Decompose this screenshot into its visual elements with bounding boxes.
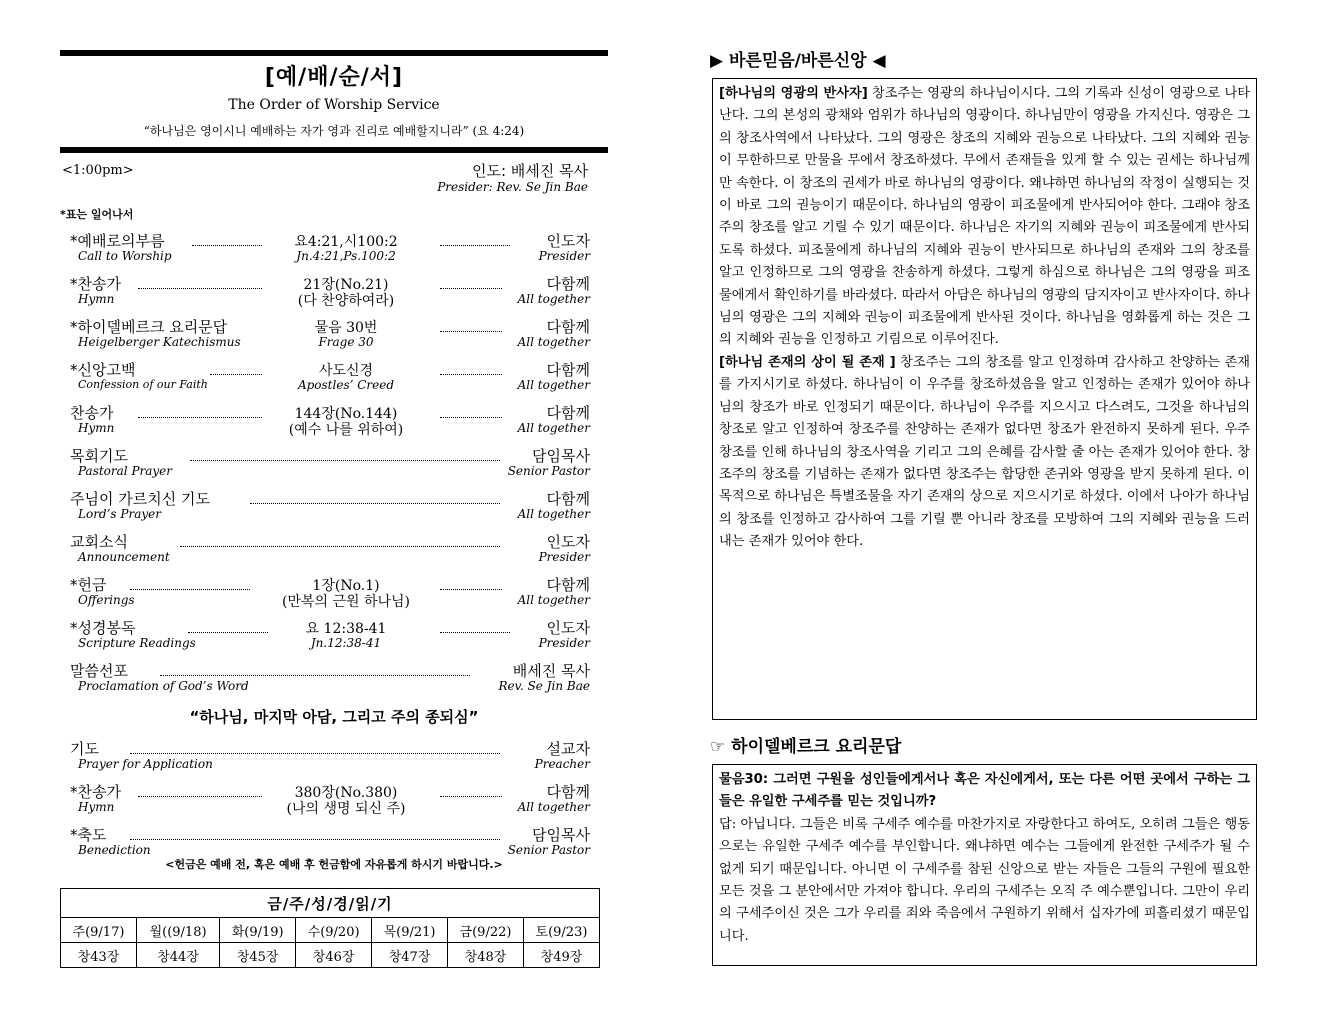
item-title-ko: 기도 [70, 740, 99, 758]
page-subtitle: The Order of Worship Service [228, 97, 440, 113]
reading-chapter: 창46장 [296, 943, 372, 968]
item-leader-ko: 다함께 [546, 783, 590, 801]
item-detail-sub: (만복의 근원 하나님) [281, 594, 411, 610]
item-title-en: Offerings [78, 593, 135, 607]
leader-dots [440, 245, 510, 246]
item-title-en: Hymn [78, 421, 115, 435]
order-item [70, 230, 590, 270]
order-item [70, 402, 590, 442]
reading-chapter: 창44장 [136, 943, 219, 968]
leader-dots [440, 331, 502, 332]
item-title-en: Heigelberger Katechismus [78, 335, 241, 349]
item-leader-en: Presider [538, 249, 590, 263]
item-detail-en: Jn.12:38-41 [310, 636, 382, 650]
order-item [70, 781, 590, 821]
catechism-question: 물음30: 그러면 구원을 성인들에게서나 혹은 자신에게서, 또는 다른 어떤 곳에서 구하는 그들은 유일한 구세주를 믿는 것입니까? [719, 772, 1250, 810]
item-detail: 물음 30번 [314, 320, 378, 336]
presider-ko: 인도: 배세진 목사 [471, 162, 588, 180]
item-leader-ko: 다함께 [546, 576, 590, 594]
item-leader-en: Presider [538, 636, 590, 650]
paragraph-body: 창조주는 그의 창조를 알고 인정하며 감사하고 찬양하는 존재를 가지시기로 하셨다. 하나님이 이 우주를 창조하셨음을 알고 인정하는 존재가 있어야 하나님의 창조가 바로 인정되기 때문이다. 하나님이 우주를 지으시고 다스려도, 그것을 하나님의 창조로 알고 인정하여 창조주를 찬양하는 존재가 없다면 창조가 완전하지 못하게 된다. 우주 창조를 인해 하나님의 창조사역을 기리고 그의 은혜를 감사할 줄 아는 존재가 있어야 한다. 창조주의 창조를 기념하는 존재가 없다면 창조주는 합당한 존귀와 영광을 받지 못하게 된다. 이 목적으로 하나님은 특별조물을 자기 존재의 상으로 지으시기로 하셨다. 이에서 나아가 하나님의 창조를 인정하고 감사하여 그를 기릴 뿐 아니라 창조를 모방하여 그의 지혜와 권능을 드러내는 존재가 있어야 한다. [719, 354, 1251, 550]
order-item [70, 531, 590, 571]
reading-day: 월((9/18) [136, 918, 219, 943]
order-item [70, 359, 590, 399]
item-leader-en: Rev. Se Jin Bae [498, 679, 590, 693]
catechism-answer: 답: 아닙니다. 그들은 비록 구세주 예수를 마찬가지로 자랑한다고 하여도, 오히려 그들은 행동으로는 유일한 구세주 예수를 부인합니다. 왜냐하면 예수는 그들에게 완전한 구세주가 될 수 없게 되기 때문입니다. 아니면 이 구세주를 참된 신앙으로 받는 자들은 그들의 구원에 필요한 모든 것을 그 분안에서만 가져야 합니다. 우리의 구세주는 오직 주 예수뿐입니다. 그만이 우리의 구세주이신 것은 그가 우리를 죄와 죽음에서 구원하기 위해서 십자가에 피흘리셨기 때문입니다. [719, 816, 1250, 944]
item-leader-ko: 담임목사 [532, 826, 590, 844]
stand-note: *표는 일어나서 [60, 208, 134, 221]
weekly-reading-table [60, 888, 600, 968]
top-rule [60, 50, 608, 56]
header-rule [60, 147, 608, 153]
reading-title-row [61, 889, 600, 918]
item-title-ko: *헌금 [70, 576, 107, 594]
item-title-en: Hymn [78, 292, 115, 306]
item-detail-en: Jn.4:21,Ps.100:2 [296, 249, 396, 263]
reading-day: 주(9/17) [61, 918, 137, 943]
item-title-ko: 교회소식 [70, 533, 128, 551]
leader-dots [130, 839, 500, 840]
item-leader-ko: 다함께 [546, 318, 590, 336]
reading-chapter: 창45장 [220, 943, 296, 968]
paragraph-heading: [하나님 존재의 상이 될 존재 ] [719, 354, 896, 370]
item-leader-en: All together [517, 800, 590, 814]
item-detail-sub: (다 찬양하여라) [297, 293, 395, 309]
leader-dots [130, 589, 250, 590]
item-leader-en: Presider [538, 550, 590, 564]
item-leader-ko: 인도자 [546, 619, 590, 637]
order-item [70, 316, 590, 356]
leader-dots [440, 589, 502, 590]
item-title-ko: 찬송가 [70, 404, 114, 422]
faith-article-box [712, 78, 1257, 720]
item-title-ko: 목회기도 [70, 447, 128, 465]
leader-dots [440, 374, 502, 375]
leader-dots [130, 753, 500, 754]
item-title-ko: *예배로의부름 [70, 232, 165, 250]
reading-day: 목(9/21) [372, 918, 448, 943]
faith-paragraph-2 [719, 352, 1250, 554]
item-title-en: Benediction [78, 843, 151, 857]
presider-en: Presider: Rev. Se Jin Bae [437, 180, 588, 194]
item-leader-ko: 인도자 [546, 533, 590, 551]
theme-verse: “하나님은 영이시니 예배하는 자가 영과 진리로 예배할지니라” (요 4:24) [143, 124, 525, 138]
item-detail-sub: (나의 생명 되신 주) [286, 801, 406, 817]
order-item [70, 488, 590, 528]
item-leader-en: All together [517, 593, 590, 607]
reading-days-row [61, 918, 600, 943]
order-item [70, 445, 590, 485]
catechism-box [712, 764, 1257, 966]
item-detail-sub: (예수 나를 위하여) [288, 422, 404, 438]
reading-chapter: 창43장 [61, 943, 137, 968]
leader-dots [138, 417, 262, 418]
item-title-en: Prayer for Application [78, 757, 213, 771]
item-title-ko: 주님이 가르치신 기도 [70, 490, 210, 508]
item-detail: 1장(No.1) [312, 578, 380, 594]
item-title-ko: *찬송가 [70, 783, 121, 801]
item-title-en: Hymn [78, 800, 115, 814]
item-leader-ko: 다함께 [546, 361, 590, 379]
item-detail: 144장(No.144) [294, 406, 398, 422]
order-item [70, 574, 590, 614]
leader-dots [160, 675, 470, 676]
section-title-catechism: ☞ 하이델베르크 요리문답 [710, 737, 902, 757]
item-leader-en: All together [517, 292, 590, 306]
reading-chapter: 창48장 [448, 943, 524, 968]
order-item [70, 617, 590, 657]
item-title-ko: *찬송가 [70, 275, 121, 293]
item-leader-en: All together [517, 378, 590, 392]
leader-dots [440, 417, 502, 418]
reading-day: 화(9/19) [220, 918, 296, 943]
paragraph-heading: [하나님의 영광의 반사자] [719, 86, 868, 101]
leader-dots [440, 288, 502, 289]
section-title-faith: ▶ 바른믿음/바른신앙 ◀ [710, 51, 886, 71]
item-title-ko: 말씀선포 [70, 662, 128, 680]
reading-day: 금(9/22) [448, 918, 524, 943]
item-leader-ko: 다함께 [546, 490, 590, 508]
item-title-ko: *축도 [70, 826, 107, 844]
service-time: <1:00pm> [62, 163, 134, 178]
offering-note: <헌금은 예배 전, 혹은 예배 후 헌금함에 자유롭게 하시기 바랍니다.> [165, 858, 503, 871]
item-leader-en: All together [517, 507, 590, 521]
paragraph-body: 창조주는 영광의 하나님이시다. 그의 기록과 신성이 영광으로 나타난다. 그의 본성의 광채와 엄위가 하나님의 영광이다. 하나님만이 영광을 가지신다. 영광은 그의 창조사역에서 나타났다. 그의 영광은 창조의 지혜와 권능으로 나타났다. 그의 지혜와 권능이 무한하므로 만물을 무에서 창조하셨다. 무에서 존재들을 있게 할 수 있는 권세는 하나님께만 속한다. 이 창조의 권세가 바로 하나님의 영광이다. 왜냐하면 하나님의 작정이 실행되는 것이 바로 그의 권능이기 때문이다. 하나님의 영광이 피조물에게 반사되어야 한다. 그래야 창조주의 창조를 알고 기릴 수 있기 때문이다. 하나님은 자기의 지혜와 권능이 피조물에게 반사되도록 하셨다. 피조물에게 하나님의 지혜와 권능이 반사되므로 하나님의 존재와 그의 창조를 알고 인정하므로 그의 영광을 찬송하게 하셨다. 그렇게 하심으로 하나님은 그의 영광을 피조물에게서 확인하기를 바라셨다. 따라서 아담은 하나님의 영광의 담지자이고 반사자이다. 하나님의 영광은 그의 지혜와 권능이 피조물에게 반사된 것이다. 하나님을 영화롭게 하는 것은 그의 지혜와 권능을 인정하고 기림으로 이루어진다. [719, 86, 1250, 348]
faith-paragraph-1 [719, 83, 1250, 352]
item-detail: 사도신경 [318, 363, 374, 379]
item-leader-ko: 배세진 목사 [512, 662, 590, 680]
sermon-title: “하나님, 마지막 아담, 그리고 주의 종되심” [189, 708, 479, 726]
item-detail: 요4:21,시100:2 [294, 234, 398, 250]
page-title: [예/배/순/서] [264, 65, 404, 90]
reading-title: 금/주/성/경/읽/기 [61, 889, 600, 918]
reading-day: 수(9/20) [296, 918, 372, 943]
item-title-en: Proclamation of God’s Word [78, 679, 249, 693]
order-item [70, 273, 590, 313]
reading-chapters-row [61, 943, 600, 968]
item-leader-ko: 인도자 [546, 232, 590, 250]
item-detail: 380장(No.380) [294, 785, 398, 801]
item-title-ko: *성경봉독 [70, 619, 136, 637]
item-title-en: Announcement [78, 550, 170, 564]
leader-dots [250, 503, 500, 504]
reading-chapter: 창47장 [372, 943, 448, 968]
leader-dots [190, 460, 500, 461]
reading-day: 토(9/23) [523, 918, 599, 943]
teaching-panel [708, 42, 1273, 972]
item-title-en: Confession of our Faith [78, 378, 208, 391]
item-leader-en: Preacher [534, 757, 590, 771]
item-title-ko: *하이델베르크 요리문답 [70, 318, 228, 336]
item-title-en: Call to Worship [78, 249, 172, 263]
item-detail-en: Apostles’ Creed [297, 378, 395, 392]
item-leader-ko: 다함께 [546, 275, 590, 293]
item-title-en: Scripture Readings [78, 636, 196, 650]
item-title-en: Lord’s Prayer [78, 507, 161, 521]
reading-chapter: 창49장 [523, 943, 599, 968]
leader-dots [180, 546, 500, 547]
item-detail: 요 12:38-41 [305, 621, 387, 637]
leader-dots [138, 288, 262, 289]
item-title-ko: *신앙고백 [70, 361, 136, 379]
item-leader-ko: 다함께 [546, 404, 590, 422]
leader-dots [138, 796, 262, 797]
order-item [70, 738, 590, 778]
item-detail: 21장(No.21) [303, 277, 389, 293]
worship-order-panel [60, 50, 608, 980]
leader-dots [440, 796, 502, 797]
item-leader-en: All together [517, 421, 590, 435]
leader-dots [440, 632, 510, 633]
item-leader-en: Senior Pastor [507, 464, 590, 478]
item-leader-ko: 설교자 [546, 740, 590, 758]
item-leader-en: Senior Pastor [507, 843, 590, 857]
order-item [70, 660, 590, 700]
item-title-en: Pastoral Prayer [78, 464, 173, 478]
item-leader-ko: 담임목사 [532, 447, 590, 465]
item-detail-en: Frage 30 [318, 335, 374, 349]
item-leader-en: All together [517, 335, 590, 349]
